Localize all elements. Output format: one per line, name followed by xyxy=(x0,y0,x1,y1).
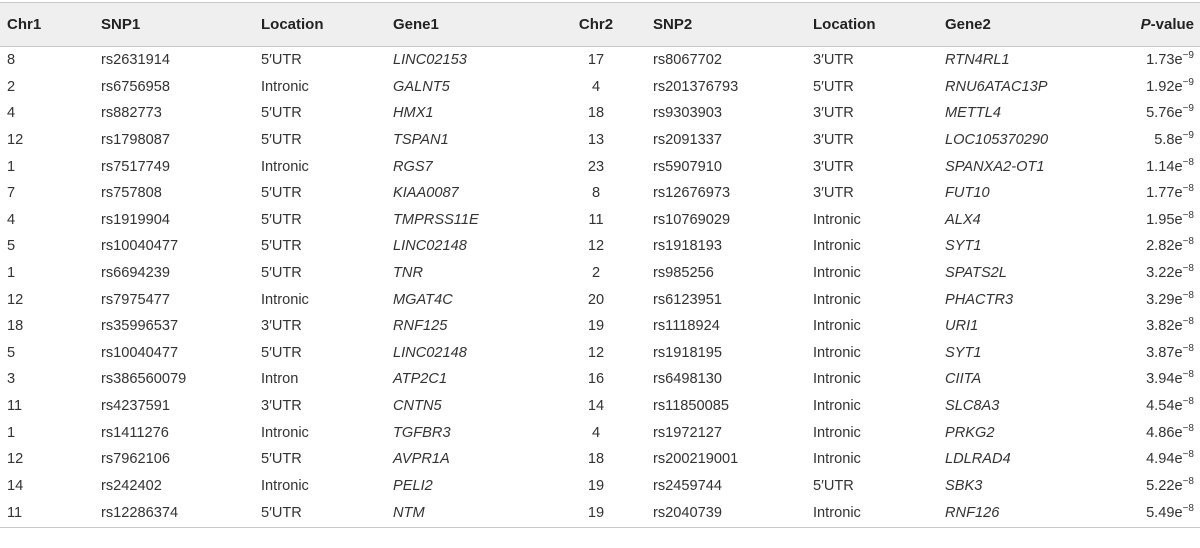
pvalue-exponent: −8 xyxy=(1182,209,1194,221)
table-row xyxy=(0,393,1200,420)
cell-chr2: 12 xyxy=(587,344,605,361)
table-row xyxy=(0,153,1200,180)
cell-chr1: 12 xyxy=(7,451,24,468)
cell-chr2: 8 xyxy=(591,185,601,202)
cell-pvalue xyxy=(1106,233,1200,260)
cell-snp1: rs12286374 xyxy=(94,499,254,528)
pvalue-base: 4.54e xyxy=(1146,398,1183,415)
cell-chr2: 18 xyxy=(587,105,605,122)
cell-pvalue xyxy=(1106,419,1200,446)
pvalue-exponent: −8 xyxy=(1182,263,1194,275)
cell-pvalue xyxy=(1106,366,1200,393)
pvalue-exponent: −8 xyxy=(1182,156,1194,168)
cell-gene1: TNR xyxy=(393,265,423,282)
table-row xyxy=(0,473,1200,500)
cell-chr1: 4 xyxy=(7,211,16,228)
cell-snp2: rs11850085 xyxy=(653,398,730,415)
cell-snp1: rs882773 xyxy=(101,105,162,122)
pvalue-exponent: −8 xyxy=(1182,422,1194,434)
cell-gene2: URI1 xyxy=(945,318,979,335)
cell-pvalue xyxy=(1106,286,1200,313)
header-snp1: SNP1 xyxy=(94,3,254,47)
cell-location1: 5′UTR xyxy=(261,52,302,69)
header-pvalue-italic: P xyxy=(1140,16,1151,33)
pvalue-exponent: −8 xyxy=(1182,369,1194,381)
header-row xyxy=(0,3,1200,47)
cell-pvalue xyxy=(1106,74,1200,101)
header-chr2: Chr2 xyxy=(546,3,646,47)
pvalue-base: 1.14e xyxy=(1146,158,1183,175)
cell-gene1: TMPRSS11E xyxy=(393,211,479,228)
cell-snp2: rs10769029 xyxy=(653,211,731,228)
pvalue-exponent: −9 xyxy=(1182,50,1194,62)
cell-snp1: rs10040477 xyxy=(101,344,179,361)
cell-location2: Intronic xyxy=(813,451,861,468)
cell-snp1: rs1798087 xyxy=(101,132,170,149)
cell-chr1: 7 xyxy=(7,185,16,202)
header-gene1: Gene1 xyxy=(386,3,546,47)
pvalue-exponent: −9 xyxy=(1182,130,1194,142)
cell-location1: 5′UTR xyxy=(261,265,302,282)
pvalue-base: 3.22e xyxy=(1146,265,1183,282)
cell-chr2: 16 xyxy=(587,371,605,388)
cell-chr1: 11 xyxy=(7,398,23,415)
cell-pvalue xyxy=(1106,47,1200,74)
cell-location1: 3′UTR xyxy=(261,318,302,335)
cell-snp2: rs985256 xyxy=(653,265,714,282)
cell-gene1: RGS7 xyxy=(393,158,433,175)
cell-snp1: rs1411276 xyxy=(101,424,169,441)
cell-gene1: LINC02148 xyxy=(393,238,467,255)
table-row xyxy=(0,286,1200,313)
cell-snp1: rs757808 xyxy=(101,185,162,202)
cell-gene1: ATP2C1 xyxy=(393,371,448,388)
cell-gene2: SBK3 xyxy=(945,477,983,494)
cell-chr2: 14 xyxy=(587,398,605,415)
cell-location2: Intronic xyxy=(813,238,861,255)
cell-chr1: 14 xyxy=(7,477,24,494)
cell-chr2: 23 xyxy=(587,158,605,175)
cell-chr1: 1 xyxy=(7,424,16,441)
cell-gene2: PHACTR3 xyxy=(945,291,1014,308)
cell-pvalue xyxy=(1106,127,1200,154)
cell-location2: 3′UTR xyxy=(813,158,854,175)
cell-pvalue xyxy=(1106,473,1200,500)
cell-gene2: RTN4RL1 xyxy=(945,52,1010,69)
table-row xyxy=(0,366,1200,393)
cell-location2: Intronic xyxy=(813,344,861,361)
table-row xyxy=(0,100,1200,127)
cell-chr1: 3 xyxy=(7,371,16,388)
pvalue-exponent: −8 xyxy=(1182,183,1194,195)
cell-chr2: 12 xyxy=(587,238,605,255)
pvalue-exponent: −8 xyxy=(1182,503,1194,515)
cell-chr2: 19 xyxy=(546,499,646,528)
cell-snp1: rs35996537 xyxy=(101,318,179,335)
cell-gene2: LDLRAD4 xyxy=(945,451,1011,468)
table-row xyxy=(0,260,1200,287)
cell-location1: Intronic xyxy=(261,424,309,441)
cell-snp2: rs201376793 xyxy=(653,78,739,95)
cell-location2: Intronic xyxy=(806,499,938,528)
cell-location1: Intron xyxy=(261,371,299,388)
cell-gene2: SLC8A3 xyxy=(945,398,1000,415)
cell-snp1: rs6694239 xyxy=(101,265,170,282)
pvalue-exponent: −8 xyxy=(1182,449,1194,461)
cell-location1: 5′UTR xyxy=(261,185,302,202)
cell-gene1: PELI2 xyxy=(393,477,433,494)
cell-snp1: rs242402 xyxy=(101,477,162,494)
cell-gene2: FUT10 xyxy=(945,185,990,202)
pvalue-base: 1.77e xyxy=(1146,185,1183,202)
cell-pvalue xyxy=(1106,207,1200,234)
cell-pvalue xyxy=(1106,260,1200,287)
cell-location2: Intronic xyxy=(813,424,861,441)
pvalue-exponent: −9 xyxy=(1182,76,1194,88)
header-snp2: SNP2 xyxy=(646,3,806,47)
cell-location2: 3′UTR xyxy=(813,185,854,202)
cell-chr1: 12 xyxy=(7,132,24,149)
table-row xyxy=(0,313,1200,340)
pvalue-base: 5.49e xyxy=(1146,505,1183,522)
cell-gene1: CNTN5 xyxy=(393,398,442,415)
cell-location1: 3′UTR xyxy=(261,398,302,415)
table-row xyxy=(0,419,1200,446)
pvalue-base: 3.82e xyxy=(1146,318,1183,335)
cell-chr2: 4 xyxy=(591,78,601,95)
cell-gene2: RNF126 xyxy=(938,499,1106,528)
cell-location1: 5′UTR xyxy=(261,105,302,122)
cell-location2: Intronic xyxy=(813,318,861,335)
cell-chr1: 11 xyxy=(0,499,94,528)
cell-snp1: rs2631914 xyxy=(101,52,170,69)
pvalue-base: 5.76e xyxy=(1146,105,1183,122)
cell-location2: 3′UTR xyxy=(813,52,854,69)
cell-chr2: 18 xyxy=(587,451,605,468)
cell-chr2: 4 xyxy=(591,424,601,441)
cell-chr1: 18 xyxy=(7,318,24,335)
cell-gene2: SPATS2L xyxy=(945,265,1007,282)
cell-gene2: PRKG2 xyxy=(945,424,995,441)
cell-location2: 3′UTR xyxy=(813,105,854,122)
cell-gene1: AVPR1A xyxy=(393,451,450,468)
table-row xyxy=(0,207,1200,234)
cell-location2: 3′UTR xyxy=(813,132,854,149)
cell-gene2: ALX4 xyxy=(945,211,981,228)
cell-chr2: 17 xyxy=(587,52,605,69)
cell-chr1: 5 xyxy=(7,344,16,361)
table-row xyxy=(0,74,1200,101)
cell-gene2: METTL4 xyxy=(945,105,1001,122)
cell-chr1: 12 xyxy=(7,291,24,308)
cell-location1: 5′UTR xyxy=(261,238,302,255)
pvalue-base: 1.95e xyxy=(1146,211,1183,228)
cell-chr1: 1 xyxy=(7,158,16,175)
cell-location1: 5′UTR xyxy=(261,451,302,468)
pvalue-exponent: −8 xyxy=(1182,396,1194,408)
cell-snp2: rs12676973 xyxy=(653,185,731,202)
cell-chr2: 19 xyxy=(587,318,605,335)
cell-snp2: rs1918195 xyxy=(653,344,722,361)
cell-gene1: TSPAN1 xyxy=(393,132,449,149)
cell-snp1: rs7517749 xyxy=(101,158,170,175)
pvalue-exponent: −8 xyxy=(1182,475,1194,487)
cell-chr2: 11 xyxy=(588,211,604,228)
cell-snp2: rs5907910 xyxy=(653,158,722,175)
pvalue-exponent: −8 xyxy=(1182,342,1194,354)
cell-snp2: rs1972127 xyxy=(653,424,722,441)
cell-gene2: SYT1 xyxy=(945,344,982,361)
cell-snp2: rs2091337 xyxy=(653,132,722,149)
cell-snp1: rs1919904 xyxy=(101,211,170,228)
cell-gene2: SPANXA2-OT1 xyxy=(945,158,1045,175)
cell-snp2: rs1918193 xyxy=(653,238,722,255)
cell-gene1: LINC02153 xyxy=(393,52,467,69)
cell-chr1: 8 xyxy=(7,52,16,69)
table-row xyxy=(0,47,1200,74)
cell-chr1: 5 xyxy=(7,238,16,255)
cell-snp2: rs2459744 xyxy=(653,477,722,494)
cell-location2: Intronic xyxy=(813,265,861,282)
pvalue-exponent: −8 xyxy=(1182,236,1194,248)
cell-location2: 5′UTR xyxy=(813,477,854,494)
pvalue-base: 3.94e xyxy=(1146,371,1183,388)
cell-location2: Intronic xyxy=(813,211,861,228)
cell-location2: 5′UTR xyxy=(813,78,854,95)
pvalue-exponent: −8 xyxy=(1182,316,1194,328)
cell-pvalue xyxy=(1106,340,1200,367)
cell-snp1: rs7962106 xyxy=(101,451,170,468)
cell-gene2: LOC105370290 xyxy=(945,132,1049,149)
cell-gene1: KIAA0087 xyxy=(393,185,459,202)
pvalue-exponent: −9 xyxy=(1182,103,1194,115)
cell-snp1: rs7975477 xyxy=(101,291,170,308)
snp-interaction-table xyxy=(0,2,1200,528)
cell-pvalue xyxy=(1106,153,1200,180)
cell-gene1: GALNT5 xyxy=(393,78,450,95)
pvalue-exponent: −8 xyxy=(1182,289,1194,301)
cell-chr2: 19 xyxy=(587,477,605,494)
table-body xyxy=(0,47,1200,528)
cell-gene1: HMX1 xyxy=(393,105,434,122)
cell-snp2: rs1118924 xyxy=(653,318,720,335)
table-row xyxy=(0,127,1200,154)
pvalue-base: 5.8e xyxy=(1154,132,1183,149)
cell-chr1: 4 xyxy=(7,105,16,122)
cell-snp1: rs6756958 xyxy=(101,78,170,95)
cell-location1: Intronic xyxy=(261,158,309,175)
cell-snp2: rs200219001 xyxy=(653,451,739,468)
cell-gene2: CIITA xyxy=(945,371,982,388)
cell-location1: 5′UTR xyxy=(261,211,302,228)
cell-gene2: RNU6ATAC13P xyxy=(945,78,1048,95)
header-pvalue-rest: -value xyxy=(1150,16,1194,33)
cell-location2: Intronic xyxy=(813,291,861,308)
pvalue-base: 2.82e xyxy=(1146,238,1183,255)
cell-pvalue xyxy=(1106,499,1200,528)
cell-pvalue xyxy=(1106,393,1200,420)
table-header xyxy=(0,3,1200,47)
cell-location1: Intronic xyxy=(261,291,309,308)
cell-snp2: rs9303903 xyxy=(653,105,722,122)
pvalue-base: 5.22e xyxy=(1146,477,1183,494)
cell-gene1: TGFBR3 xyxy=(393,424,451,441)
cell-pvalue xyxy=(1106,313,1200,340)
header-location2: Location xyxy=(806,3,938,47)
cell-chr2: 20 xyxy=(587,291,605,308)
cell-chr1: 2 xyxy=(7,78,16,95)
cell-snp1: rs10040477 xyxy=(101,238,179,255)
cell-gene1: LINC02148 xyxy=(393,344,467,361)
table-row xyxy=(0,446,1200,473)
cell-snp2: rs6498130 xyxy=(653,371,722,388)
pvalue-base: 1.73e xyxy=(1146,52,1183,69)
cell-snp1: rs4237591 xyxy=(101,398,170,415)
header-gene2: Gene2 xyxy=(938,3,1106,47)
cell-location2: Intronic xyxy=(813,398,861,415)
cell-pvalue xyxy=(1106,446,1200,473)
cell-chr1: 1 xyxy=(7,265,16,282)
cell-snp2: rs2040739 xyxy=(646,499,806,528)
table-row xyxy=(0,499,1200,528)
cell-gene1: NTM xyxy=(386,499,546,528)
cell-chr2: 13 xyxy=(587,132,605,149)
cell-location1: Intronic xyxy=(261,477,309,494)
table-row xyxy=(0,340,1200,367)
cell-location1: 5′UTR xyxy=(261,344,302,361)
cell-chr2: 2 xyxy=(591,265,601,282)
header-chr1: Chr1 xyxy=(0,3,94,47)
table-row xyxy=(0,180,1200,207)
cell-gene1: MGAT4C xyxy=(393,291,453,308)
pvalue-base: 3.29e xyxy=(1146,291,1183,308)
pvalue-base: 3.87e xyxy=(1146,344,1183,361)
cell-location2: Intronic xyxy=(813,371,861,388)
pvalue-base: 4.86e xyxy=(1146,424,1183,441)
cell-location1: Intronic xyxy=(261,78,309,95)
cell-snp1: rs386560079 xyxy=(101,371,187,388)
cell-gene1: RNF125 xyxy=(393,318,448,335)
header-pvalue xyxy=(1106,3,1200,47)
cell-location1: 5′UTR xyxy=(254,499,386,528)
header-location1: Location xyxy=(254,3,386,47)
table-row xyxy=(0,233,1200,260)
cell-gene2: SYT1 xyxy=(945,238,982,255)
cell-location1: 5′UTR xyxy=(261,132,302,149)
cell-snp2: rs6123951 xyxy=(653,291,722,308)
cell-snp2: rs8067702 xyxy=(653,52,722,69)
cell-pvalue xyxy=(1106,180,1200,207)
cell-pvalue xyxy=(1106,100,1200,127)
pvalue-base: 1.92e xyxy=(1146,78,1183,95)
pvalue-base: 4.94e xyxy=(1146,451,1183,468)
